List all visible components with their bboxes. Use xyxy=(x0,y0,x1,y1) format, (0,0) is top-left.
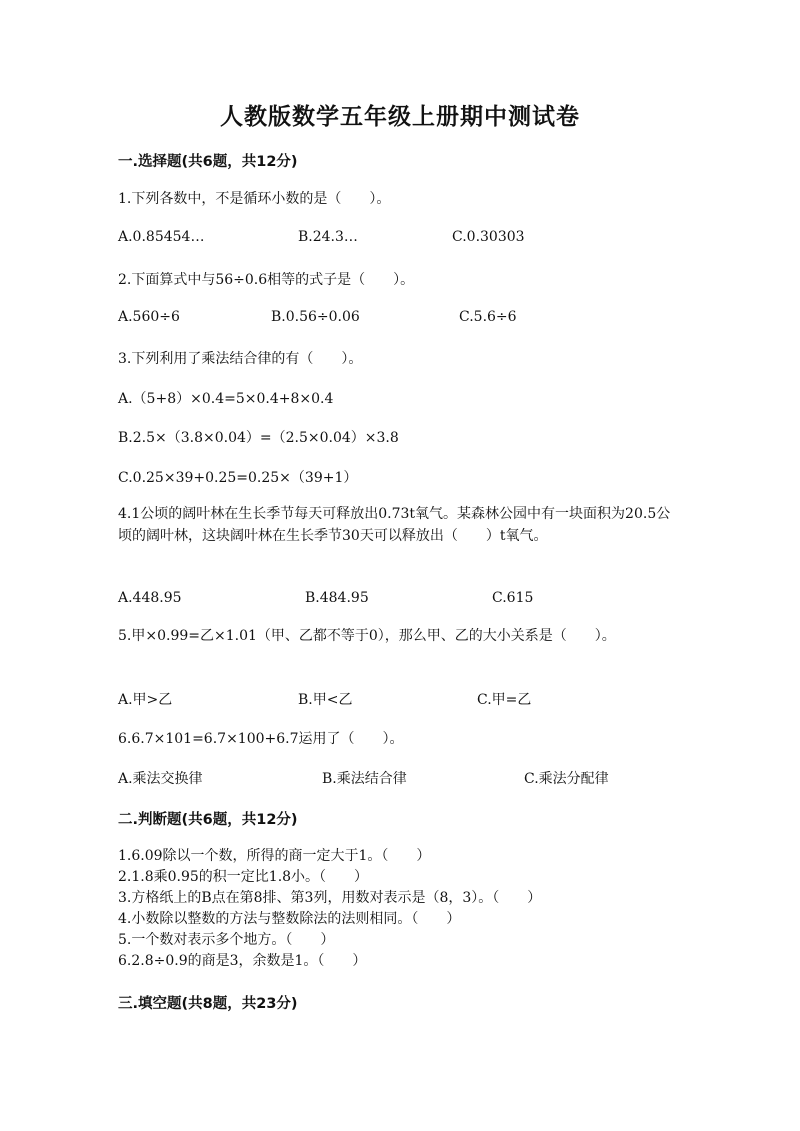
judge-item-6: 6.2.8÷0.9的商是3，余数是1。（ ） xyxy=(118,953,367,969)
question-5: 5.甲×0.99=乙×1.01（甲、乙都不等于0），那么甲、乙的大小关系是（ ）。 xyxy=(118,628,616,644)
question-1: 1.下列各数中，不是循环小数的是（ ）。 xyxy=(118,191,391,207)
judge-item-2: 2.1.8乘0.95的积一定比1.8小。（ ） xyxy=(118,869,369,885)
question-4: 4.1公顷的阔叶林在生长季节每天可释放出0.73t氧气。某森林公园中有一块面积为20.5公顷的阔叶林，这块阔叶林在生长季节30天可以释放出（ ）t氧气。 xyxy=(118,506,671,544)
judge-item-4: 4.小数除以整数的方法与整数除法的法则相同。（ ） xyxy=(118,911,461,927)
q3-option-a: A.（5+8）×0.4=5×0.4+8×0.4 xyxy=(118,391,334,407)
question-2: 2.下面算式中与56÷0.6相等的式子是（ ）。 xyxy=(118,272,415,288)
q3-option-b: B.2.5×（3.8×0.04）=（2.5×0.04）×3.8 xyxy=(118,430,399,446)
q3-option-c: C.0.25×39+0.25=0.25×（39+1） xyxy=(118,470,358,486)
q2-option-a: A.560÷6 xyxy=(118,309,180,325)
q1-option-b: B.24.3… xyxy=(298,229,358,245)
q4-option-a: A.448.95 xyxy=(118,590,182,606)
q6-option-b: B.乘法结合律 xyxy=(322,771,407,787)
q5-option-b: B.甲<乙 xyxy=(298,692,353,708)
q5-option-a: A.甲>乙 xyxy=(118,692,173,708)
judge-item-1: 1.6.09除以一个数，所得的商一定大于1。（ ） xyxy=(118,848,431,864)
q1-option-c: C.0.30303 xyxy=(452,229,525,245)
question-6: 6.6.7×101=6.7×100+6.7运用了（ ）。 xyxy=(118,731,404,747)
q4-option-c: C.615 xyxy=(492,590,534,606)
question-3: 3.下列利用了乘法结合律的有（ ）。 xyxy=(118,351,363,367)
q1-option-a: A.0.85454… xyxy=(118,229,205,245)
judge-item-5: 5.一个数对表示多个地方。（ ） xyxy=(118,932,335,948)
section-heading-judge: 二.判断题(共6题，共12分) xyxy=(118,812,298,828)
q4-option-b: B.484.95 xyxy=(305,590,369,606)
section-heading-choice: 一.选择题(共6题，共12分) xyxy=(118,154,298,170)
q5-option-c: C.甲=乙 xyxy=(477,692,532,708)
q2-option-c: C.5.6÷6 xyxy=(459,309,517,325)
q6-option-a: A.乘法交换律 xyxy=(118,771,203,787)
page-title: 人教版数学五年级上册期中测试卷 xyxy=(220,103,580,130)
judge-item-3: 3.方格纸上的B点在第8排、第3列，用数对表示是（8，3）。（ ） xyxy=(118,890,542,906)
q2-option-b: B.0.56÷0.06 xyxy=(271,309,360,325)
section-heading-fill: 三.填空题(共8题，共23分) xyxy=(118,996,298,1012)
q6-option-c: C.乘法分配律 xyxy=(524,771,609,787)
